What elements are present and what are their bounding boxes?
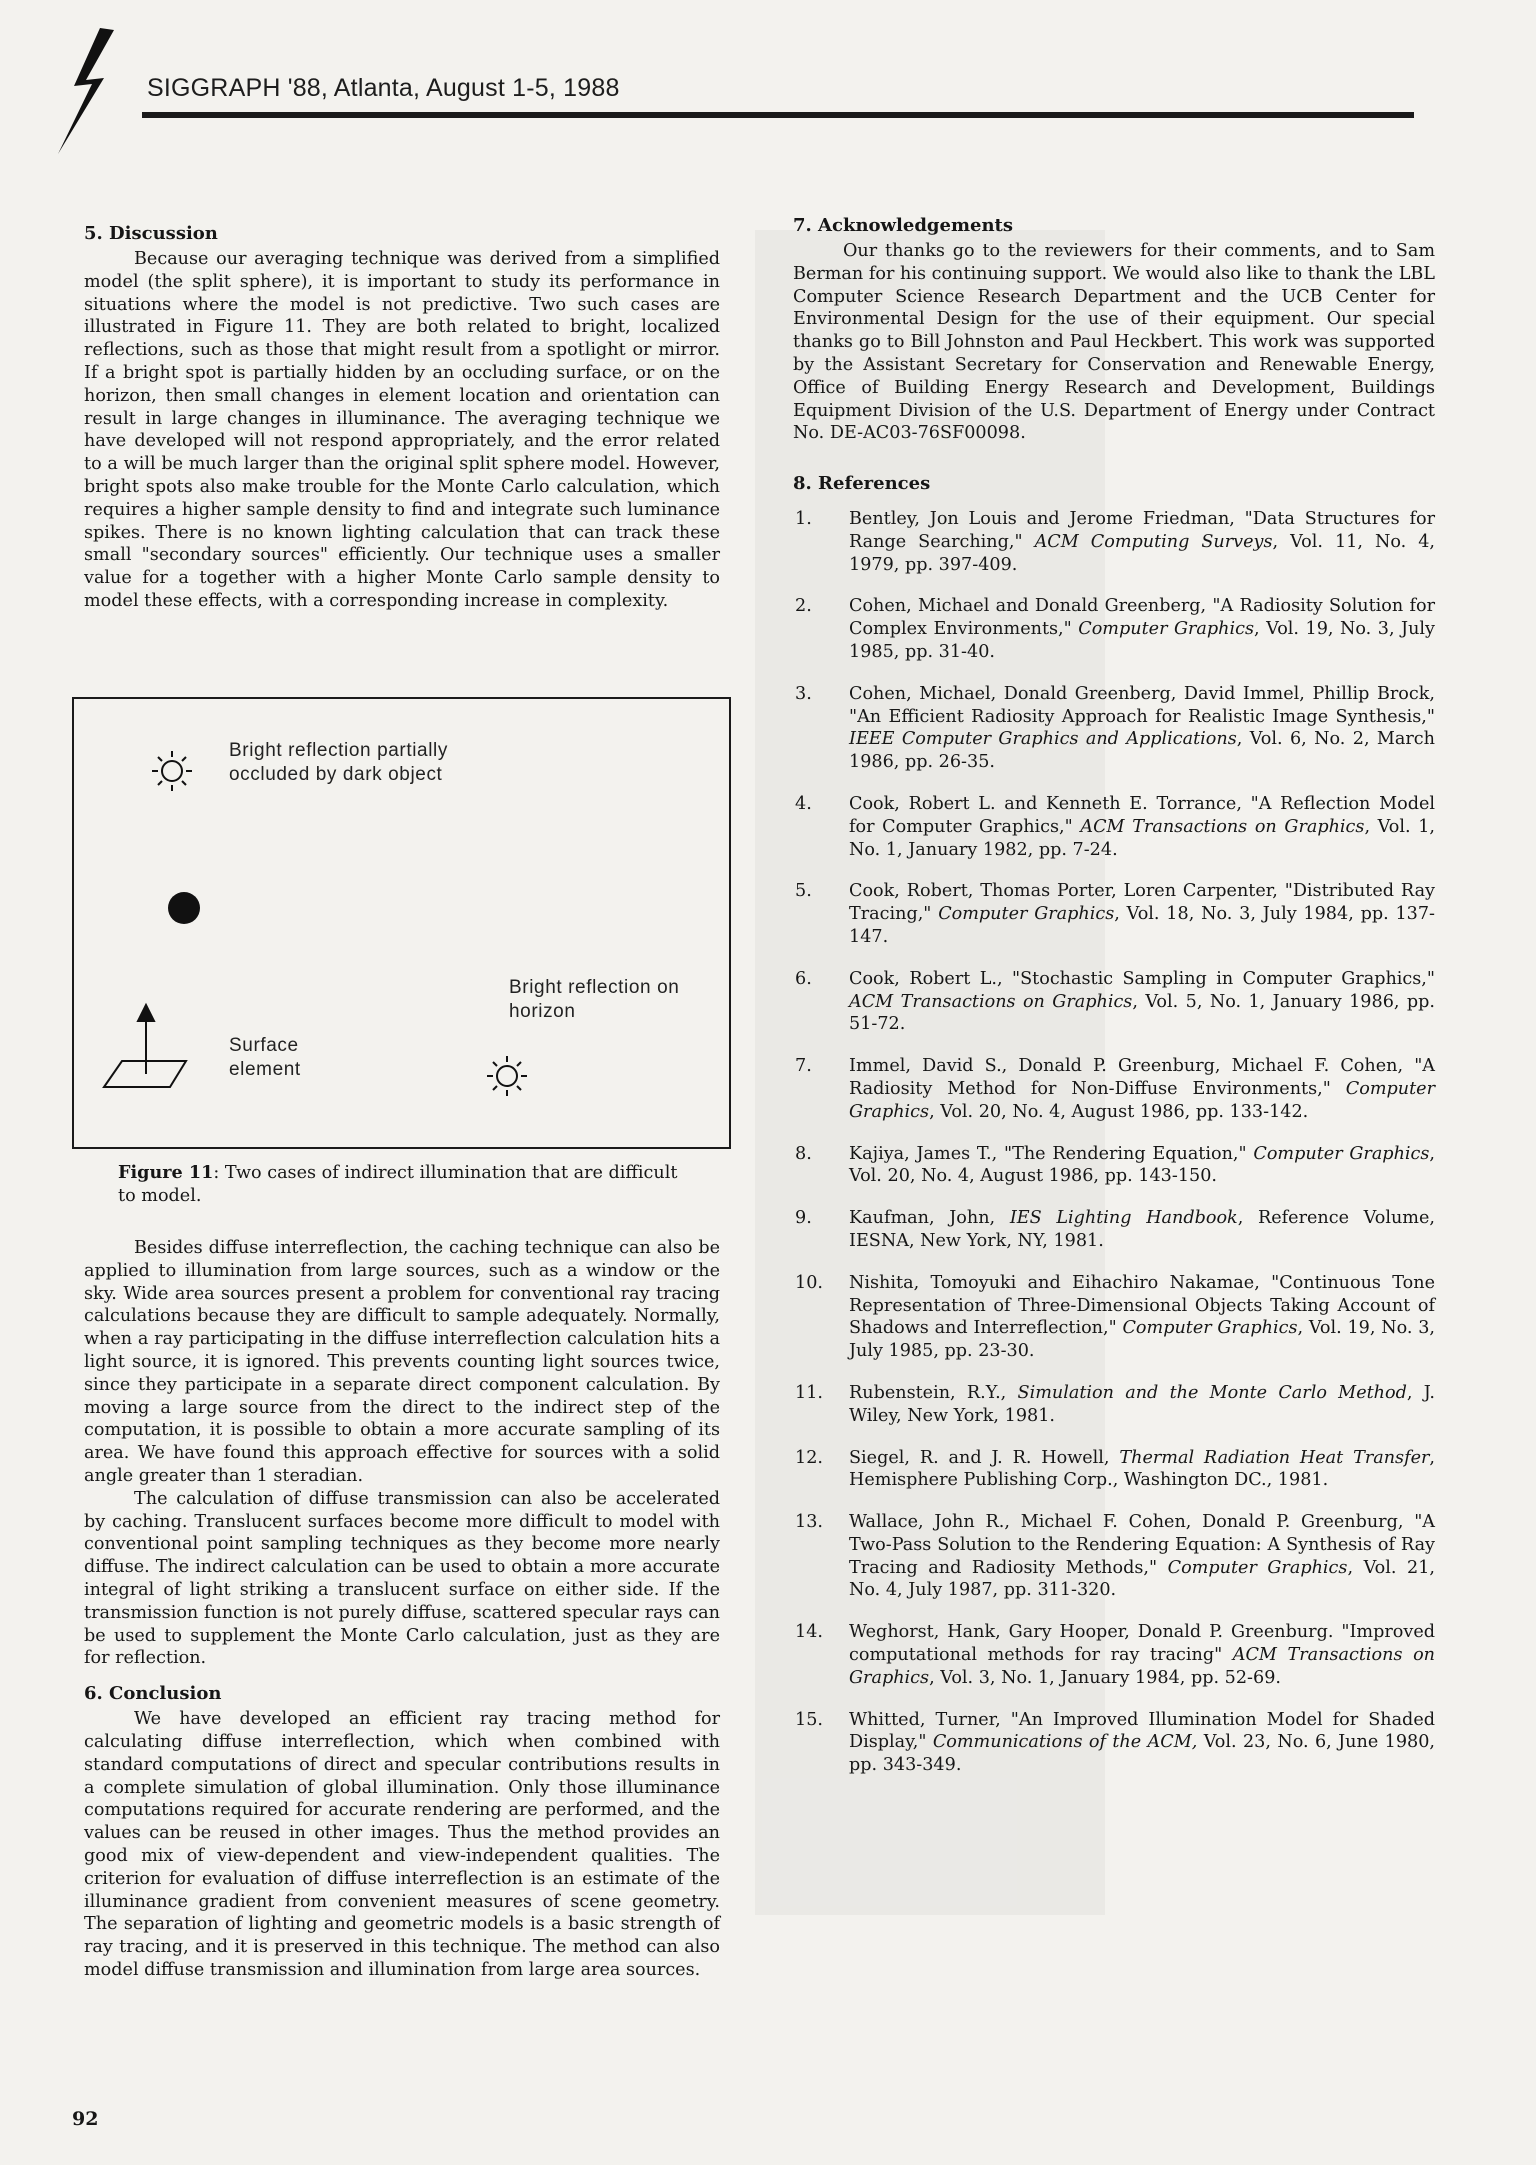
reference-number: 11. <box>795 1382 823 1403</box>
reference-venue: IES Lighting Handbook <box>1009 1208 1238 1229</box>
reference-text: Whitted, Turner, "An Improved Illumination Model for Shaded Display," <box>849 1709 1435 1753</box>
reference-venue: ACM Computing Surveys <box>1034 531 1273 552</box>
reference-details: , Vol. 6, No. 2, March 1986, pp. 26-35. <box>849 729 1435 773</box>
reference-number: 3. <box>795 683 812 704</box>
reference-number: 8. <box>795 1143 812 1164</box>
reference-details: , Vol. 1, No. 1, January 1982, pp. 7-24. <box>849 816 1436 860</box>
acknowledgements-heading: 7. Acknowledgements <box>793 215 1013 236</box>
reference-item <box>793 1621 1435 1689</box>
discussion-section <box>84 222 720 613</box>
figure-caption-text: : Two cases of indirect illumination that are difficult to model. <box>118 1163 678 1206</box>
reference-venue: Computer Graphics <box>849 1078 1435 1122</box>
reference-text: Immel, David S., Donald P. Greenburg, Michael F. Cohen, "A Radiosity Method for Non-Diffuse Environments," <box>849 1056 1435 1099</box>
reference-number: 15. <box>795 1709 823 1730</box>
label-occluded-reflection: Bright reflection partially occluded by dark object <box>229 740 448 785</box>
reference-item <box>793 1447 1435 1493</box>
reference-venue: Computer Graphics <box>938 904 1115 925</box>
reference-venue: ACM Transactions on Graphics <box>1080 816 1365 837</box>
reference-text: Cook, Robert L. and Kenneth E. Torrance, "A Reflection Model for Computer Graphics," <box>849 793 1435 837</box>
reference-text: Kajiya, James T., "The Rendering Equation," <box>849 1143 1254 1164</box>
reference-venue: Thermal Radiation Heat Transfer <box>1119 1447 1430 1468</box>
reference-venue: Simulation and the Monte Carlo Method <box>1017 1382 1407 1403</box>
acknowledgements-paragraph: Our thanks go to the reviewers for their comments, and to Sam Berman for his continuing support. We would also like to thank the LBL Computer Science Research Department and the UCB Center for Environmental Design for the use of their equipment. Our special thanks go to Bill Johnston and Paul Heckbert. This work was supported by the Assistant Secretary for Conservation and Renewable Energy, Office of Building Energy Research and Development, Buildings Equipment Division of the U.S. Department of Energy under Contract No. DE-AC03-76SF00098. <box>793 241 1435 444</box>
reference-number: 6. <box>795 968 812 989</box>
reference-number: 14. <box>795 1622 823 1643</box>
reference-number: 13. <box>795 1512 823 1533</box>
reference-details: , Vol. 21, No. 4, July 1987, pp. 311-320. <box>849 1557 1435 1601</box>
reference-venue: Computer Graphics <box>1253 1143 1430 1164</box>
reference-item <box>793 793 1435 861</box>
reference-item <box>793 1511 1435 1602</box>
references-section <box>793 472 1435 1796</box>
reference-text: Weghorst, Hank, Gary Hooper, Donald P. Greenburg. "Improved computational methods for ray tracing" <box>849 1622 1435 1666</box>
reference-number: 2. <box>795 596 812 617</box>
reference-number: 10. <box>795 1272 823 1293</box>
figure-11-caption <box>118 1162 678 1208</box>
reference-details: , Vol. 11, No. 4, 1979, pp. 397-409. <box>849 531 1435 575</box>
reference-details: , Vol. 20, No. 4, August 1986, pp. 143-150. <box>849 1143 1436 1187</box>
reference-details: , J. Wiley, New York, 1981. <box>849 1382 1435 1426</box>
reference-text: Cook, Robert L., "Stochastic Sampling in Computer Graphics," <box>849 968 1435 989</box>
dark-occluder-dot <box>168 892 200 924</box>
reference-venue: Computer Graphics <box>1078 619 1255 640</box>
discussion-heading: 5. Discussion <box>84 223 218 244</box>
reference-item <box>793 683 1435 774</box>
surface-element-icon <box>104 1005 186 1087</box>
reference-number: 1. <box>795 509 812 529</box>
reference-item <box>793 1272 1435 1363</box>
reference-list <box>793 508 1435 1777</box>
reference-text: Wallace, John R., Michael F. Cohen, Donald P. Greenburg, "A Two-Pass Solution to the Rendering Equation: A Synthesis of Ray Tracing and Radiosity Methods," <box>849 1512 1435 1578</box>
large-sources-paragraph: Besides diffuse interreflection, the caching technique can also be applied to illumination from large sources, such as a window or the sky. Wide area sources present a problem for conventional ray tracing calculations because they are difficult to sample adequately. Normally, when a ray participating in the diffuse interreflection calculation hits a light source, it is ignored. This prevents counting light sources twice, since they participate in a separate direct component calculation. By moving a large source from the direct to the indirect step of the computation, it is possible to obtain a more accurate sampling of its area. We have found this approach effective for sources with a solid angle greater than 1 steradian. <box>84 1238 720 1486</box>
reference-venue: IEEE Computer Graphics and Applications <box>849 729 1237 750</box>
reference-details: , Vol. 20, No. 4, August 1986, pp. 133-142. <box>929 1101 1309 1122</box>
discussion-paragraph: Because our averaging technique was derived from a simplified model (the split sphere), it is important to study its performance in situations where the model is not predictive. Two such cases are illustrated in Figure 11. They are both related to bright, localized reflections, such as those that might result from a spotlight or mirror. If a bright spot is partially hidden by an occluding surface, or on the horizon, then small changes in element location and orientation can result in large changes in illuminance. The averaging technique we have developed will not respond appropriately, and the error related to a will be much larger than the original split sphere model. However, bright spots also make trouble for the Monte Carlo calculation, which requires a higher sample density to find and integrate such luminance spikes. There is no known lighting calculation that can track these small "secondary sources" efficiently. Our technique uses a smaller value for a together with a higher Monte Carlo sample density to model these effects, with a corresponding increase in complexity. <box>84 249 720 611</box>
reference-item <box>793 1382 1435 1428</box>
reference-text: Cook, Robert, Thomas Porter, Loren Carpenter, "Distributed Ray Tracing," <box>849 881 1435 925</box>
figure-11 <box>72 697 731 1149</box>
reference-item <box>793 1709 1435 1777</box>
siggraph-logo-icon <box>52 26 132 156</box>
reference-item <box>793 1143 1435 1189</box>
reference-details: , Vol. 19, No. 3, July 1985, pp. 31-40. <box>849 619 1435 662</box>
acknowledgements-section <box>793 214 1435 445</box>
label-horizon-reflection: Bright reflection on horizon <box>509 977 680 1022</box>
page-number: 92 <box>72 2108 99 2130</box>
transmission-paragraph: The calculation of diffuse transmission can also be accelerated by caching. Translucent surfaces become more difficult to model with conventional point sampling techniques as they become more nearly diffuse. The indirect calculation can be used to obtain a more accurate integral of light striking a translucent surface on either side. If the transmission function is not purely diffuse, scattered specular rays can be used to supplement the Monte Carlo calculation, just as they are for reflection. <box>84 1488 720 1669</box>
reference-text: Rubenstein, R.Y., <box>849 1382 1018 1403</box>
running-header-title: SIGGRAPH '88, Atlanta, August 1-5, 1988 <box>147 74 620 102</box>
reference-item <box>793 595 1435 663</box>
reference-details: , Vol. 19, No. 3, July 1985, pp. 23-30. <box>849 1318 1436 1362</box>
reference-details: , Hemisphere Publishing Corp., Washington DC., 1981. <box>849 1447 1436 1491</box>
sun-icon <box>152 751 192 791</box>
reference-details: , Vol. 5, No. 1, January 1986, pp. 51-72. <box>849 991 1435 1035</box>
reference-venue: ACM Transactions on Graphics <box>849 1645 1436 1688</box>
reference-number: 9. <box>795 1208 812 1229</box>
conclusion-paragraph: We have developed an efficient ray tracing method for calculating diffuse interreflection, which when combined with standard computations of direct and specular contributions results in a complete simulation of global illumination. Only those illuminance computations required for accurate rendering are performed, and the values can be reused in other images. Thus the method provides an good mix of view-dependent and view-independent qualities. The criterion for evaluation of diffuse interreflection is an estimate of the illuminance gradient from convenient measures of scene geometry. The separation of lighting and geometric models is a basic strength of ray tracing, and it is preserved in this technique. The method can also model diffuse transmission and illumination from large area sources. <box>84 1709 720 1980</box>
figure-caption-label: Figure 11 <box>118 1162 214 1183</box>
reference-text: Cohen, Michael and Donald Greenberg, "A Radiosity Solution for Complex Environments," <box>849 596 1435 640</box>
reference-text: Kaufman, John, <box>849 1208 1010 1229</box>
reference-number: 5. <box>795 881 812 902</box>
reference-number: 12. <box>795 1447 823 1468</box>
reference-item <box>793 1055 1435 1123</box>
reference-details: Vol. 23, No. 6, June 1980, pp. 343-349. <box>849 1732 1435 1776</box>
reference-text: Siegel, R. and J. R. Howell, <box>849 1447 1120 1468</box>
reference-venue: Computer Graphics <box>1167 1557 1348 1578</box>
reference-item <box>793 508 1435 576</box>
header-rule <box>142 112 1414 118</box>
reference-number: 4. <box>795 793 812 814</box>
reference-details: , Vol. 18, No. 3, July 1984, pp. 137-147. <box>849 904 1435 947</box>
label-surface-element: Surface element <box>229 1035 301 1080</box>
sun-horizon-icon <box>487 1056 527 1096</box>
reference-text: Nishita, Tomoyuki and Eihachiro Nakamae, "Continuous Tone Representation of Three-Dimensional Objects Taking Account of Shadows and Interreflection," <box>849 1272 1435 1339</box>
conclusion-heading: 6. Conclusion <box>84 1683 222 1705</box>
reference-item <box>793 1207 1435 1253</box>
reference-text: Bentley, Jon Louis and Jerome Friedman, "Data Structures for Range Searching," <box>849 509 1435 552</box>
reference-details: , Reference Volume, IESNA, New York, NY, 1981. <box>849 1208 1435 1251</box>
reference-item <box>793 880 1435 948</box>
reference-venue: Computer Graphics <box>1122 1318 1298 1339</box>
reference-item <box>793 968 1435 1036</box>
reference-venue: ACM Transactions on Graphics <box>849 991 1133 1012</box>
left-body-continued <box>84 1237 720 1982</box>
reference-number: 7. <box>795 1056 812 1077</box>
reference-details: , Vol. 3, No. 1, January 1984, pp. 52-69. <box>929 1667 1281 1688</box>
reference-venue: Communications of the ACM, <box>932 1732 1198 1753</box>
references-heading: 8. References <box>793 473 931 494</box>
reference-text: Cohen, Michael, Donald Greenberg, David Immel, Phillip Brock, "An Efficient Radiosity Approach for Realistic Image Synthesis," <box>849 683 1435 727</box>
